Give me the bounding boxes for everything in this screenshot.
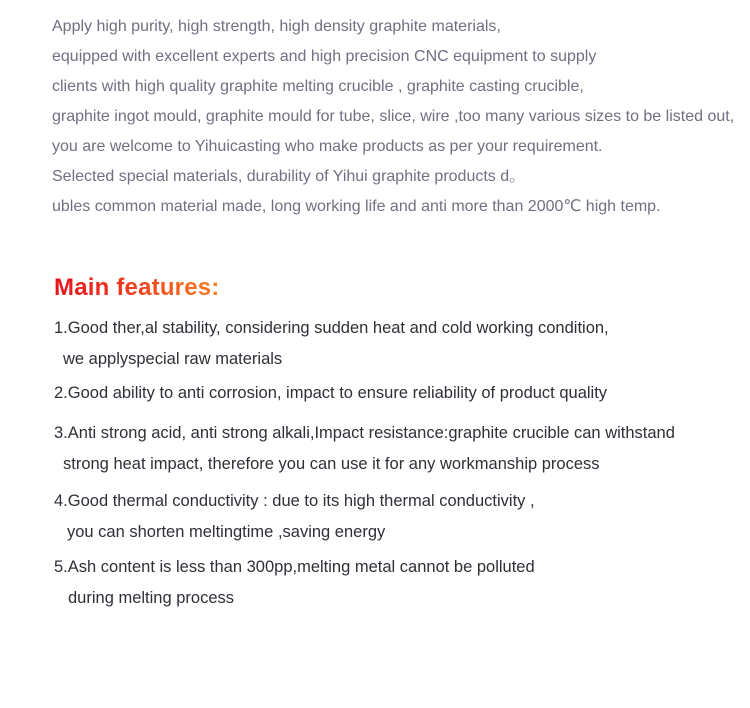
- feature-2-line-1: 2.Good ability to anti corrosion, impact to ensure reliability of product quality: [54, 384, 608, 402]
- feature-4-line-1: 4.Good thermal conductivity : due to its high thermal conductivity ,: [54, 492, 535, 510]
- intro-line: Apply high purity, high strength, high density graphite materials,: [52, 18, 501, 35]
- intro-line: clients with high quality graphite melting crucible , graphite casting crucible,: [52, 78, 584, 95]
- intro-paragraph: [52, 12, 750, 222]
- feature-1-line-1: 1.Good ther,al stability, considering sudden heat and cold working condition,: [54, 319, 609, 337]
- feature-5-line-1: 5.Ash content is less than 300pp,melting metal cannot be polluted: [54, 558, 535, 576]
- feature-4-line-2: you can shorten meltingtime ,saving energy: [67, 523, 386, 541]
- intro-line: Selected special materials, durability of Yihui graphite products d。: [52, 168, 526, 185]
- feature-5-line-2: during melting process: [68, 589, 234, 607]
- intro-line: graphite ingot mould, graphite mould for tube, slice, wire ,too many various sizes to be listed out,: [52, 108, 735, 125]
- intro-line: ubles common material made, long working life and anti more than 2000℃ high temp.: [52, 198, 661, 215]
- feature-1-line-2: we applyspecial raw materials: [63, 350, 283, 368]
- feature-3-line-1: 3.Anti strong acid, anti strong alkali,Impact resistance:graphite crucible can withstand: [54, 424, 675, 442]
- feature-3-line-2: strong heat impact, therefore you can use it for any workmanship process: [63, 455, 600, 473]
- main-features-heading: Main features:: [54, 272, 220, 304]
- intro-line: you are welcome to Yihuicasting who make products as per your requirement.: [52, 138, 603, 155]
- intro-line: equipped with excellent experts and high precision CNC equipment to supply: [52, 48, 597, 65]
